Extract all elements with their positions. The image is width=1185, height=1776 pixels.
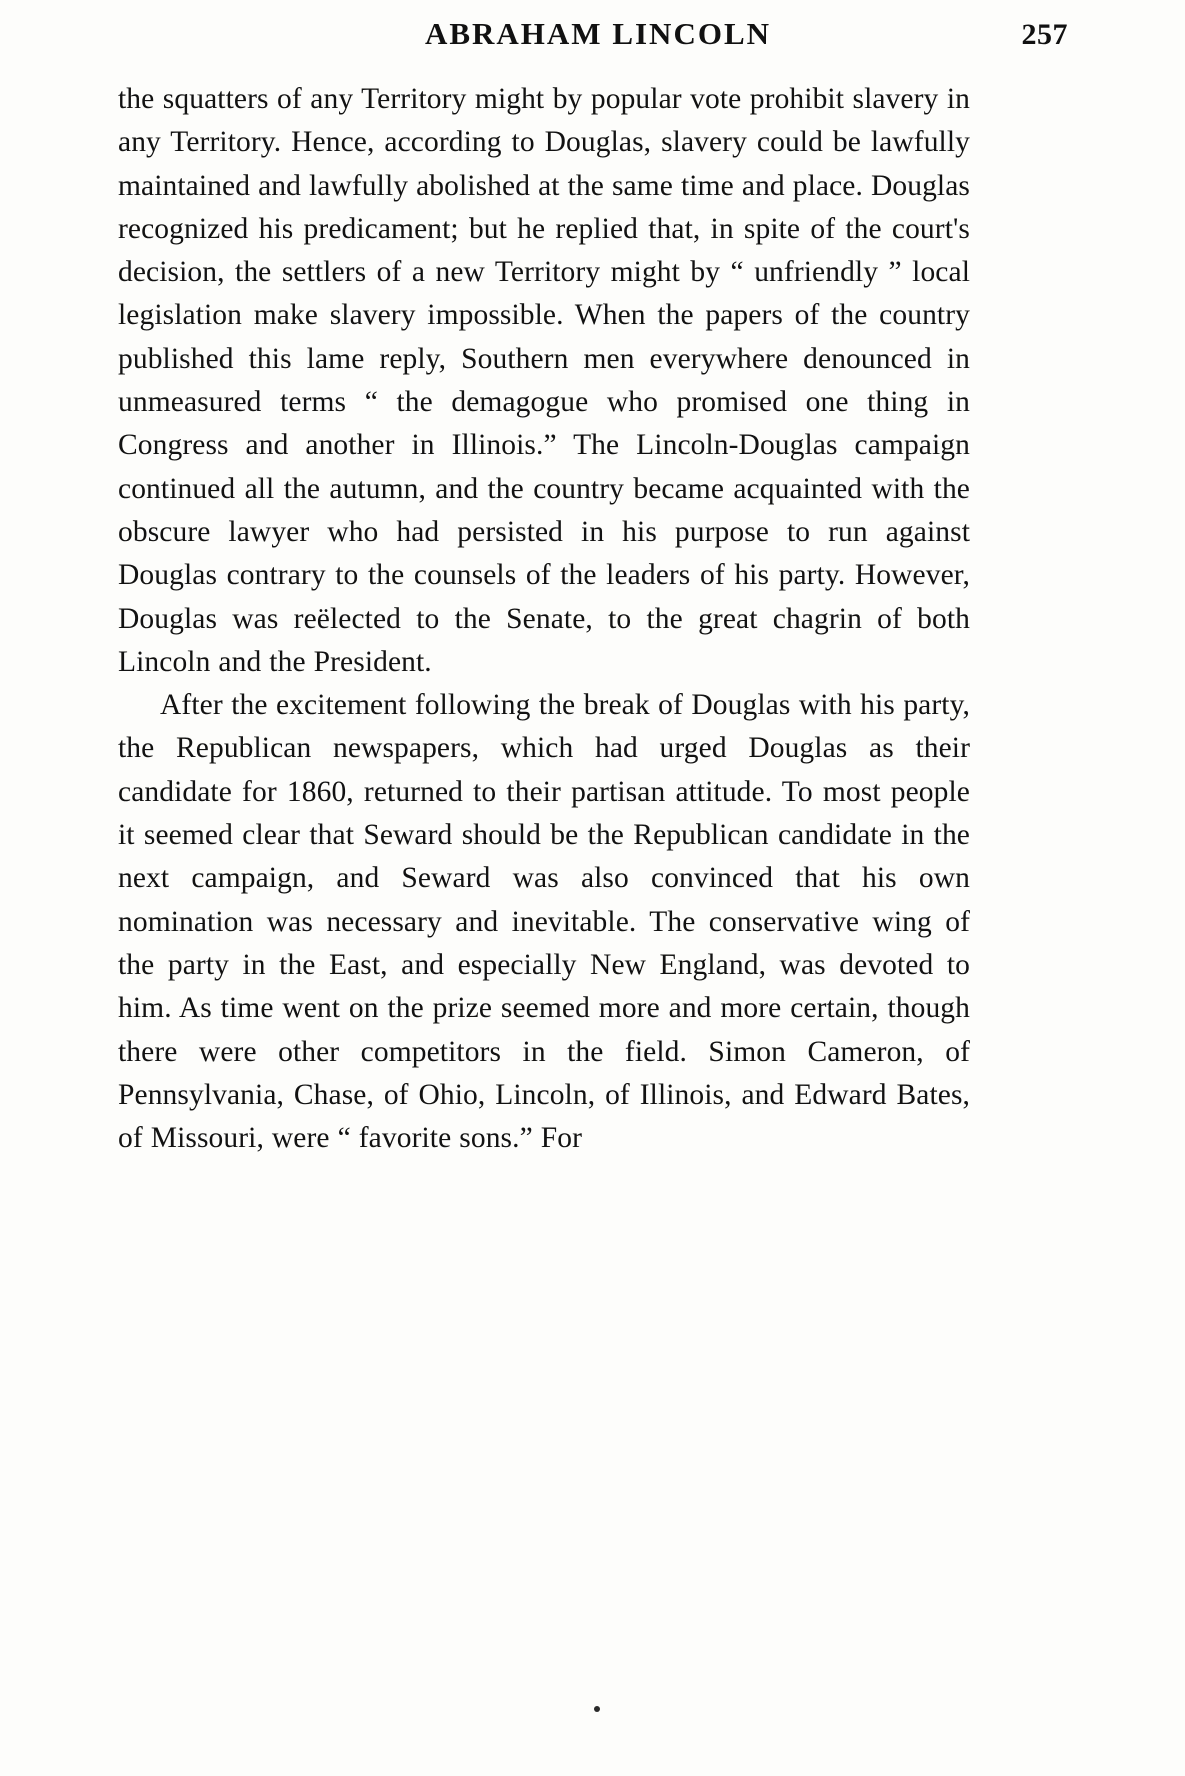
page-footer-mark — [594, 1706, 600, 1712]
page-header — [128, 16, 1068, 62]
page-body — [118, 78, 970, 1160]
page-number: 257 — [1021, 18, 1068, 51]
paragraph-1: the squatters of any Territory might by popular vote prohibit slavery in any Territory. Hence, according to Douglas, slavery could be lawfully maintained and lawfully abolished at the same time and place. Douglas recognized his predicament; but he replied that, in spite of the court's decision, the settlers of a new Territory might by “ unfriendly ” local legislation make slavery impossible. When the papers of the country published this lame reply, Southern men everywhere denounced in unmeasured terms “ the demagogue who promised one thing in Congress and another in Illinois.” The Lincoln-Douglas campaign continued all the autumn, and the country became acquainted with the obscure lawyer who had persisted in his purpose to run against Douglas contrary to the counsels of the leaders of his party. However, Douglas was reëlected to the Senate, to the great chagrin of both Lincoln and the President. — [118, 83, 970, 678]
running-head-title: ABRAHAM LINCOLN — [424, 16, 772, 51]
paragraph-2: After the excitement following the break of Douglas with his party, the Republican newspapers, which had urged Douglas as their candidate for 1860, returned to their partisan attitude. To most people it seemed clear that Seward should be the Republican candidate in the next campaign, and Seward was also convinced that his own nomination was necessary and inevitable. The conservative wing of the party in the East, and especially New England, was devoted to him. As time went on the prize seemed more and more certain, though there were other competitors in the field. Simon Cameron, of Pennsylvania, Chase, of Ohio, Lincoln, of Illinois, and Edward Bates, of Missouri, were “ favorite sons.” For — [118, 689, 970, 1155]
